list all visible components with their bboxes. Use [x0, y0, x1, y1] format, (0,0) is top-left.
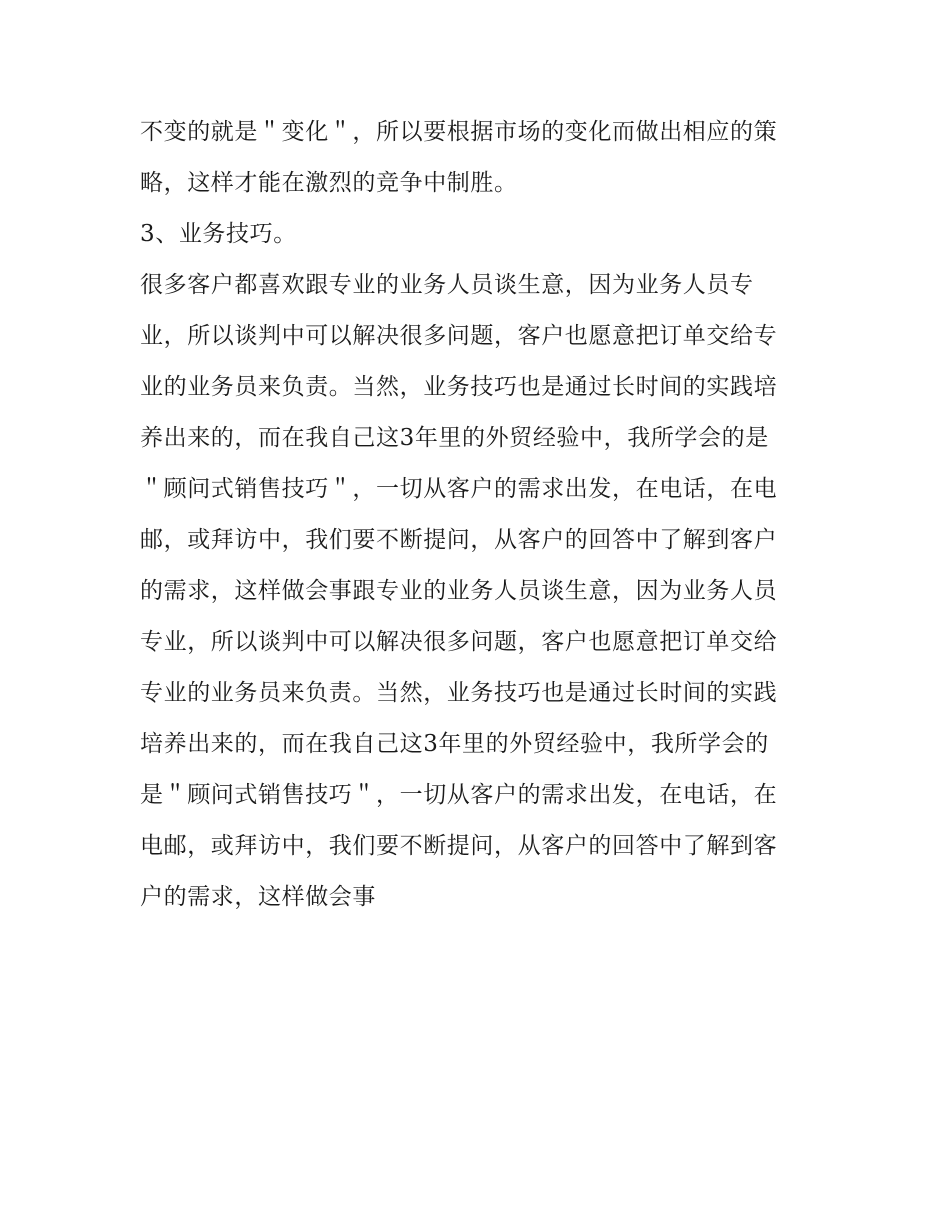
text-line: 很多客户都喜欢跟专业的业务人员谈生意，因为业务人员专	[140, 272, 754, 298]
text-line: 的需求，这样做会事跟专业的业务人员谈生意，因为业务人员	[140, 578, 778, 604]
text-line: 不变的就是＂变化＂，所以要根据市场的变化而做出相应的策	[140, 119, 778, 145]
text-line: 户的需求，这样做会事	[140, 884, 376, 910]
text-line: 养出来的，而在我自己这3年里的外贸经验中，我所学会的是	[140, 425, 769, 451]
text-line: 培养出来的，而在我自己这3年里的外贸经验中，我所学会的	[140, 731, 769, 757]
text-line: 业，所以谈判中可以解决很多问题，客户也愿意把订单交给专	[140, 323, 778, 349]
text-line: 专业的业务员来负责。当然，业务技巧也是通过长时间的实践	[140, 680, 778, 706]
text-line: 邮，或拜访中，我们要不断提问，从客户的回答中了解到客户	[140, 527, 778, 553]
text-line: 电邮，或拜访中，我们要不断提问，从客户的回答中了解到客	[140, 833, 778, 859]
text-line: 业的业务员来负责。当然，业务技巧也是通过长时间的实践培	[140, 374, 778, 400]
text-line: 专业，所以谈判中可以解决很多问题，客户也愿意把订单交给	[140, 629, 778, 655]
text-line: 略，这样才能在激烈的竞争中制胜。	[140, 170, 518, 196]
body-text	[140, 107, 820, 923]
section-heading: 3、业务技巧。	[140, 221, 297, 247]
text-line: ＂顾问式销售技巧＂，一切从客户的需求出发，在电话，在电	[140, 476, 778, 502]
text-line: 是＂顾问式销售技巧＂，一切从客户的需求出发，在电话，在	[140, 782, 778, 808]
